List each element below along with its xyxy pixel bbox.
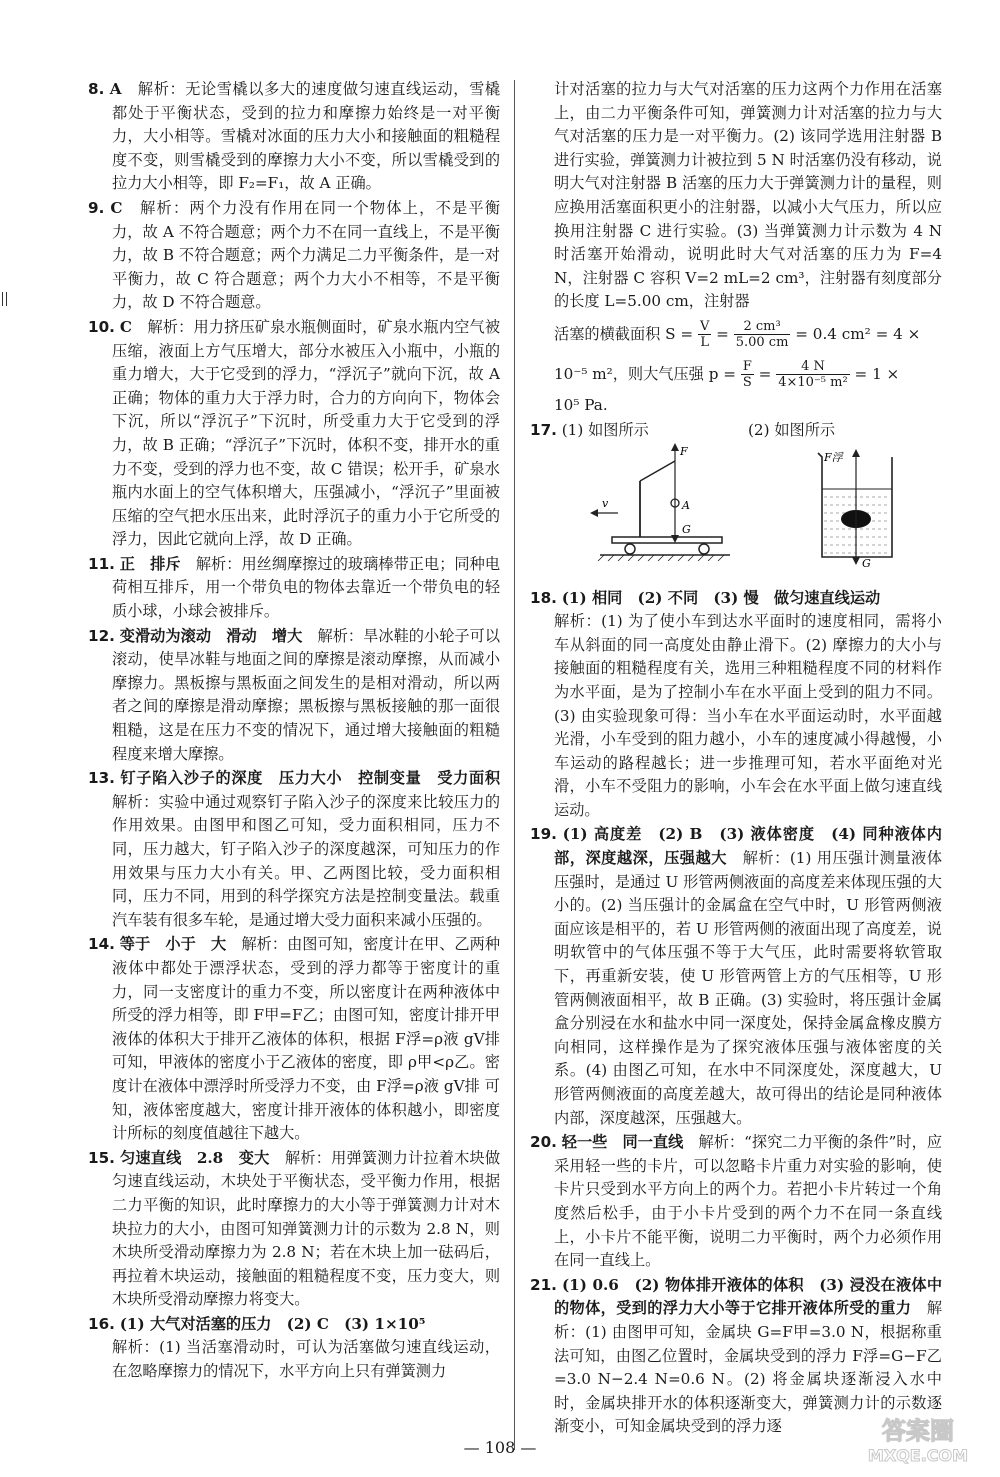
explanation: 解析：用弹簧测力计拉着木块做匀速直线运动，木块处于平衡状态，受平衡力作用，根据二力平衡的知识，此时摩擦力的大小等于弹簧测力计对木块拉力的大小，由图可知弹簧测力计的示数为 2.8 N，则木块所受滑动摩擦力为 2.8 N；若在木块上加一砝码后，再拉着木块运动，接触面的粗糙程度不变，压力变大，则木块所受滑动摩擦力将变大。 <box>112 1148 501 1309</box>
question-13 <box>88 767 500 932</box>
denominator: L <box>700 335 709 351</box>
sub-answer-2: (2) 如图所示 <box>748 420 836 439</box>
question-number: 14. <box>88 935 115 954</box>
question-number: 12. <box>88 626 115 645</box>
explanation: 解析：用丝绸摩擦过的玻璃棒带正电；同种电荷相互排斥，用一个带负电的物体去靠近一个带负电的轻质小球，小球会被排斥。 <box>112 554 501 621</box>
explanation: 解析：两个力没有作用在同一个物体上，不是平衡力，故 A 不符合题意；两个力不在同一直线上，不是平衡力，故 B 不符合题意；两个力满足二力平衡条件，是一对平衡力，故 C 符合题意；两个力大小不相等，不是平衡力，故 D 不符合题意。 <box>112 198 501 312</box>
denominator: 4×10⁻⁵ m² <box>778 375 848 391</box>
question-number: 17. <box>530 420 557 439</box>
force-diagram-cart <box>590 441 740 561</box>
watermark-line2: MXQE.COM <box>867 1446 969 1465</box>
answer: (1) 大气对活塞的压力 (2) C (3) 1×10⁵ <box>119 1314 426 1333</box>
question-11 <box>88 553 500 624</box>
velocity-label-v: v <box>602 496 609 510</box>
question-16-continued <box>530 78 942 418</box>
page-number: — 108 — <box>463 1438 537 1457</box>
explanation: 解析：(1) 当活塞滑动时，可认为活塞做匀速直线运动，在忽略摩擦力的情况下，水平方向上只有弹簧测力 <box>112 1338 500 1381</box>
watermark-logo <box>848 1409 988 1469</box>
equation-text: 10⁻⁵ m²，则大气压强 p = <box>554 364 736 383</box>
question-10 <box>88 316 500 552</box>
pressure-equation <box>554 359 900 391</box>
equation-area <box>554 319 921 351</box>
equation-text: 活塞的横截面积 S = <box>554 324 694 343</box>
force-label-F-buoyancy: F浮 <box>824 450 843 464</box>
fraction <box>698 319 711 350</box>
fraction <box>734 319 791 350</box>
fraction <box>741 359 754 390</box>
answer: 等于 小于 大 <box>119 935 227 954</box>
answer: 正 排斥 <box>119 554 181 573</box>
explanation: 解析：旱冰鞋的小轮子可以滚动，使旱冰鞋与地面之间的摩擦是滚动摩擦，从而减小摩擦力。黑板擦与黑板面之间发生的是相对滑动，所以两者之间的摩擦是滑动摩擦；黑板擦与黑板接触的那一面很粗糙，这是在压力不变的情况下，通过增大接触面的粗糙程度来增大摩擦。 <box>112 626 501 763</box>
explanation: 解析：“探究二力平衡的条件”时，应采用轻一些的卡片，可以忽略卡片重力对实验的影响，使卡片只受到水平方向上的两个力。若把小卡片转过一个角度然后松手，由于小卡片受到的两个力不在同一条直线上，小卡片不能平衡，说明二力平衡时，两个力必须作用在同一直线上。 <box>554 1133 943 1270</box>
question-9 <box>88 197 500 315</box>
explanation: 解析：(1) 为了使小车到达水平面时的速度相同，需将小车从斜面的同一高度处由静止滑下。(2) 摩擦力的大小与接触面的粗糙程度有关，选用三种粗糙程度不同的材料作为水平面，是为了控制小车在水平面上受到的阻力不同。(3) 由实验现象可得：当小车在水平面运动时，水平面越光滑，小车受到的阻力越小，小车的速度减小得越慢，小车运动的路程越长；进一步推理可知，若水平面绝对光滑，小车不受阻力的影响，小车会在水平面上做匀速直线运动。 <box>554 612 942 819</box>
buoyancy-diagram-beaker <box>812 439 902 569</box>
question-number: 18. <box>530 588 557 607</box>
numerator: 4 N <box>776 359 849 375</box>
question-number: 11. <box>88 554 115 573</box>
question-14 <box>88 933 500 1145</box>
denominator: S <box>742 375 752 391</box>
question-17 <box>530 419 942 587</box>
answer: (1) 0.6 (2) 物体排开液体的体积 (3) 浸没在液体中的物体，受到的浮力大小等于它排开液体所受的重力 <box>554 1275 943 1318</box>
question-16 <box>88 1313 500 1384</box>
question-number: 10. <box>88 317 115 336</box>
question-number: 15. <box>88 1148 115 1167</box>
equation-text: = <box>758 364 772 383</box>
question-number: 16. <box>88 1314 115 1333</box>
answer: C <box>110 198 123 217</box>
watermark-line1: 答案圈 <box>882 1417 954 1445</box>
numerator: V <box>699 319 710 335</box>
explanation: 解析：由图可知，密度计在甲、乙两种液体中都处于漂浮状态，受到的浮力都等于密度计的重力，同一支密度计的重力不变，所以密度计在两种液体中所受的浮力相等，即 F甲=F乙；由图可知，密度计排开甲液体的体积大于排开乙液体的体积，根据 F浮=ρ液 gV排 可知，甲液体的密度小于乙液体的密度，即 ρ甲<ρ乙。密度计在液体中漂浮时所受浮力不变，由 F浮=ρ液 gV排 可知，液体密度越大，密度计排开液体的体积越小，即密度计所标的刻度值越往下越大。 <box>112 935 501 1143</box>
explanation: 解析：实验中通过观察钉子陷入沙子的深度来比较压力的作用效果。由图甲和图乙可知，受力面积相同，压力不同，压力越大，钉子陷入沙子的深度越深，可知压力的作用效果与压力大小有关。甲、乙两图比较，受力面积相同，压力不同，用到的科学探究方法是控制变量法。载重汽车装有很多车轮，是通过增大受力面积来减小压强的。 <box>112 792 500 929</box>
question-number: 19. <box>530 825 557 844</box>
explanation: 解析：(1) 用压强计测量液体压强时，是通过 U 形管两侧液面的高度差来体现压强的大小的。(2) 当压强计的金属盒在空气中时，U 形管两侧液面应该是相平的，若 U 形管两侧的液面出现了高度差，说明软管中的气体压强不等于大气压，此时需要将软管取下，再重新安装，使 U 形管两管上方的气压相等，U 形管两侧液面相平，故 B 正确。(3) 实验时，将压强计金属盒分别浸在水和盐水中同一深度处，保持金属盒橡皮膜方向相同，这样操作是为了探究液体压强与液体密度的关系。(4) 由图乙可知，在水中不同深度处，深度越大，U 形管两侧液面的高度差越大，故可得出的结论是同种液体内部，深度越深，压强越大。 <box>554 849 943 1127</box>
question-number: 13. <box>88 769 115 788</box>
question-20 <box>530 1131 942 1273</box>
answer: 变滑动为滚动 滑动 增大 <box>119 626 303 645</box>
left-column <box>88 78 500 1385</box>
force-label-F: F <box>680 444 688 458</box>
explanation: 解析：用力挤压矿泉水瓶侧面时，矿泉水瓶内空气被压缩，液面上方气压增大，部分水被压入小瓶中，小瓶的重力增大，大于它受到的浮力，“浮沉子”就向下沉，故 A 正确；物体的重力大于浮力时，合力的方向向下，物体会下沉，所以“浮沉子”下沉时，所受重力大于它受到的浮力，故 B 正确；“浮沉子”下沉时，体积不变，排开水的重力不变，受到的浮力也不变，故 C 错误；松开手，矿泉水瓶内水面上的空气体积增大，压强减小，“浮沉子”里面被压缩的空气把水压出来，此时浮沉子的重力小于它所受的浮力，因此它就向上浮，故 D 正确。 <box>112 317 501 549</box>
question-number: 9. <box>88 198 105 217</box>
answer: C <box>119 317 132 336</box>
equation-text: = 1 × <box>854 364 900 383</box>
equation-text: = 0.4 cm² = 4 × <box>795 324 921 343</box>
question-8 <box>88 78 500 196</box>
answer: 钉子陷入沙子的深度 压力大小 控制变量 受力面积 <box>120 769 501 788</box>
explanation: 计对活塞的拉力与大气对活塞的压力这两个力作用在活塞上，由二力平衡条件可知，弹簧测力计对活塞的拉力与大气对活塞的压力是一对平衡力。(2) 该同学选用注射器 B 进行实验，弹簧测力计被拉到 5 N 时活塞仍没有移动，说明大气对注射器 B 活塞的压力大于弹簧测力计的量程，则应换用活塞面积更小的注射器，以减小大气压力，所以应换用注射器 C 进行实验。(3) 当弹簧测力计示数为 4 N 时活塞开始滑动，说明此时大气对活塞的压力为 F=4 N，注射器 C 容积 V=2 mL=2 cm³，注射器有刻度部分的长度 L=5.00 cm，注射器 <box>554 80 942 311</box>
equation-text: 10⁵ Pa. <box>554 395 608 414</box>
equation-text: = <box>716 324 729 343</box>
margin-mark <box>2 292 7 306</box>
force-label-G: G <box>862 556 871 569</box>
answer: A <box>109 80 122 98</box>
denominator: 5.00 cm <box>735 335 789 351</box>
sub-answer-1: (1) 如图所示 <box>561 420 649 439</box>
question-19 <box>530 823 942 1130</box>
column-divider <box>514 80 515 1450</box>
right-column <box>530 78 942 1440</box>
question-number: 8. <box>88 80 105 98</box>
question-15 <box>88 1147 500 1312</box>
answer: 匀速直线 2.8 变大 <box>119 1148 270 1167</box>
question-18 <box>530 587 942 823</box>
fraction <box>776 359 849 390</box>
question-number: 20. <box>530 1133 557 1152</box>
explanation: 解析：无论雪橇以多大的速度做匀速直线运动，雪橇都处于平衡状态，受到的拉力和摩擦力始终是一对平衡力，大小相等。雪橇对冰面的压力大小和接触面的粗糙程度不变，则雪橇受到的摩擦力大小不变，所以雪橇受到的拉力大小相等，即 F₂=F₁，故 A 正确。 <box>112 80 501 193</box>
numerator: F <box>742 359 752 375</box>
answer: 轻一些 同一直线 <box>561 1133 684 1152</box>
point-label-A: A <box>682 498 690 512</box>
answer: (1) 高度差 (2) B (3) 液体密度 (4) 同种液体内部，深度越深，压强越大 <box>554 825 942 868</box>
explanation: 解析：(1) 由图甲可知，金属块 G=F甲=3.0 N，根据称重法可知，由图乙位置时，金属块受到的浮力 F浮=G−F乙=3.0 N−2.4 N=0.6 N。(2) 将金属块逐渐浸入水中时，金属块排开水的体积逐渐变大，弹簧测力计的示数逐渐变小，可知金属块受到的浮力逐 <box>554 1299 943 1436</box>
numerator: 2 cm³ <box>734 319 791 335</box>
force-label-G: G <box>682 522 691 536</box>
question-number: 21. <box>530 1275 557 1294</box>
answer: (1) 相同 (2) 不同 (3) 慢 做匀速直线运动 <box>561 588 881 607</box>
question-12 <box>88 625 500 767</box>
